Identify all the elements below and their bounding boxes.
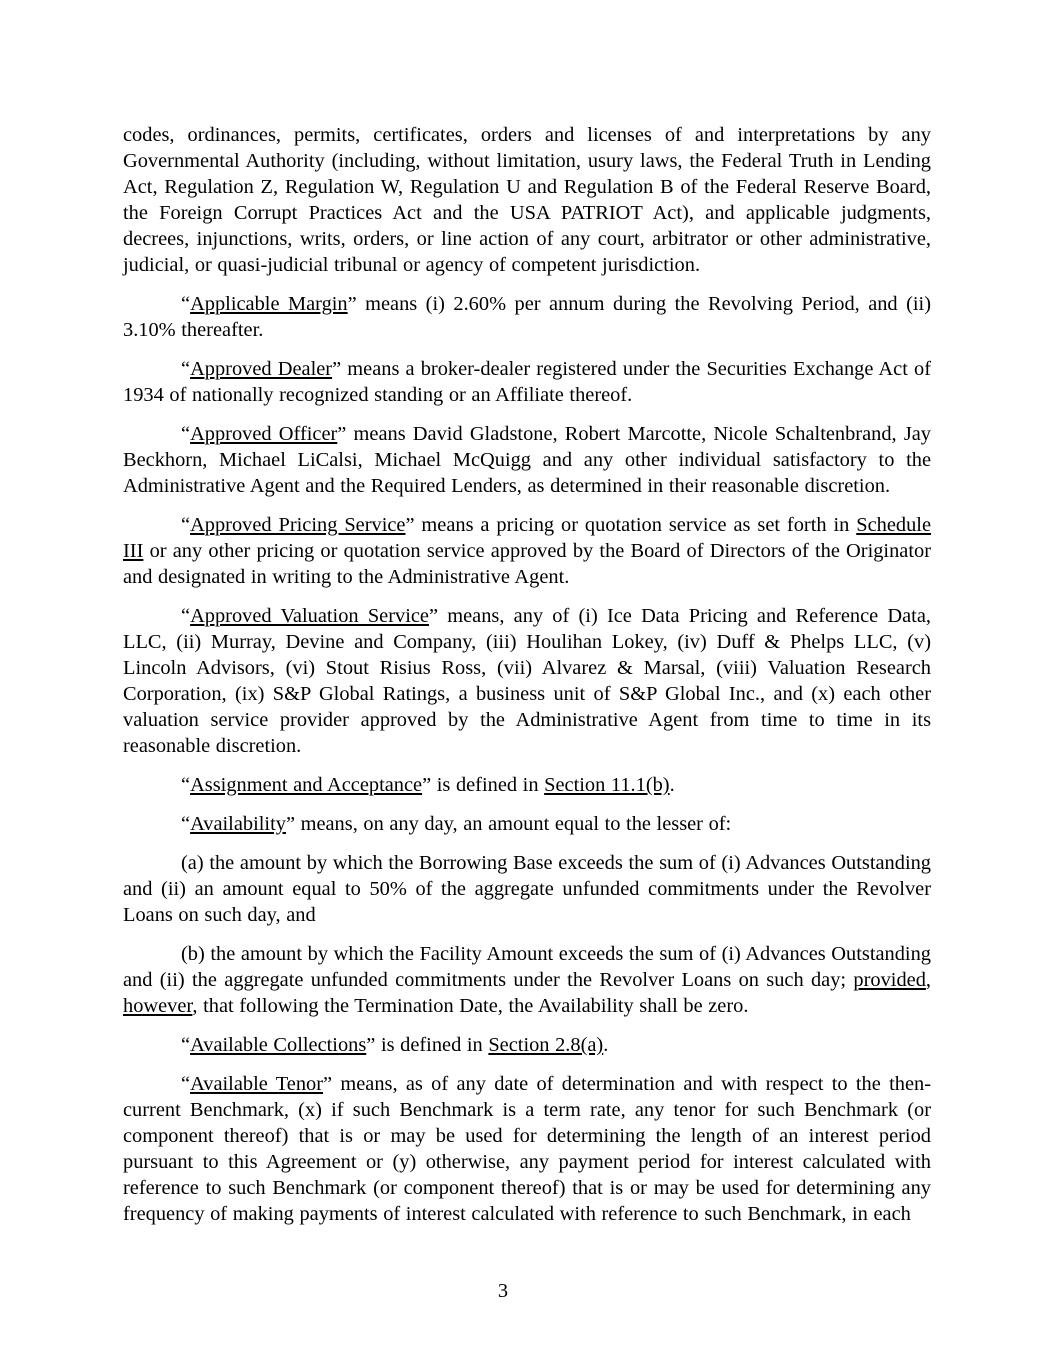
text-run: , that following the Termination Date, the Availability shall be zero. <box>192 995 749 1017</box>
text-run: ” means a pricing or quotation service as set forth in <box>405 514 857 536</box>
paragraph <box>123 356 931 408</box>
paragraph <box>123 811 931 837</box>
defined-term: Approved Dealer <box>190 358 333 380</box>
text-run: ” means, on any day, an amount equal to the lesser of: <box>285 813 732 835</box>
defined-term: provided <box>853 969 926 991</box>
paragraph <box>123 603 931 759</box>
defined-term: Approved Officer <box>190 423 338 445</box>
text-run: ” means, any of (i) Ice Data Pricing and Reference Data, LLC, (ii) Murray, Devine and Company, (iii) Houlihan Lokey, (iv) Duff & Phelps LLC, (v) Lincoln Advisors, (vi) Stout Risius Ross, (vii) Alvarez & Marsal, (viii) Valuation Research Corporation, (ix) S&P Global Ratings, a business unit of S&P Global Inc., and (x) each other valuation service provider approved by the Administrative Agent from time to time in its reasonable discretion. <box>123 605 931 757</box>
defined-term: Applicable Margin <box>190 293 348 315</box>
text-run: “ <box>181 813 191 835</box>
page-number: 3 <box>497 1280 509 1302</box>
text-run: (a) the amount by which the Borrowing Base exceeds the sum of (i) Advances Outstanding and (ii) an amount equal to 50% of the aggregate unfunded commitments under the Revolver Loans on such day, and <box>123 852 931 926</box>
defined-term: Availability <box>190 813 286 835</box>
text-run: ” means (i) 2.60% per annum during the Revolving Period, and (ii) 3.10% thereafter. <box>123 293 931 341</box>
paragraph <box>123 1071 931 1227</box>
text-run: . <box>603 1034 609 1056</box>
paragraph <box>123 291 931 343</box>
text-run: “ <box>181 774 191 796</box>
defined-term: Approved Pricing Service <box>190 514 406 536</box>
text-run: codes, ordinances, permits, certificates, orders and licenses of and interpretations by any Governmental Authority (including, without limitation, usury laws, the Federal Truth in Lending Act, Regulation Z, Regulation W, Regulation U and Regulation B of the Federal Reserve Board, the Foreign Corrupt Practices Act and the USA PATRIOT Act), and applicable judgments, decrees, injunctions, writs, orders, or line action of any court, arbitrator or other administrative, judicial, or quasi-judicial tribunal or agency of competent jurisdiction. <box>123 124 931 276</box>
paragraph <box>123 850 931 928</box>
defined-term: Available Collections <box>190 1034 367 1056</box>
paragraph <box>123 512 931 590</box>
text-run: “ <box>181 605 191 627</box>
text-run: ” means a broker-dealer registered under the Securities Exchange Act of 1934 of nationally recognized standing or an Affiliate thereof. <box>123 358 931 406</box>
defined-term: Section 2.8(a) <box>488 1034 604 1056</box>
paragraph <box>123 122 931 278</box>
text-run: ” is defined in <box>422 774 545 796</box>
paragraph <box>123 421 931 499</box>
paragraph <box>123 1032 931 1058</box>
defined-term: Section 11.1(b) <box>544 774 670 796</box>
text-run: ” means, as of any date of determination and with respect to the then-current Benchmark, (x) if such Benchmark is a term rate, any tenor for such Benchmark (or component thereof) that is or may be used for determining the length of an interest period pursuant to this Agreement or (y) otherwise, any payment period for interest calculated with reference to such Benchmark (or component thereof) that is or may be used for determining any frequency of making payments of interest calculated with reference to such Benchmark, in each <box>123 1073 931 1225</box>
text-run: (b) the amount by which the Facility Amount exceeds the sum of (i) Advances Outstanding and (ii) the aggregate unfunded commitments under the Revolver Loans on such day; <box>123 943 931 991</box>
defined-term: Schedule III <box>123 514 931 562</box>
text-run: “ <box>181 1034 191 1056</box>
paragraph <box>123 772 931 798</box>
defined-term: Assignment and Acceptance <box>190 774 423 796</box>
document-body <box>123 122 931 1240</box>
text-run: “ <box>181 293 191 315</box>
text-run: , <box>925 969 931 991</box>
text-run: “ <box>181 1073 191 1095</box>
text-run: or any other pricing or quotation service approved by the Board of Directors of the Originator and designated in writing to the Administrative Agent. <box>123 540 931 588</box>
defined-term: Approved Valuation Service <box>190 605 429 627</box>
text-run: ” means David Gladstone, Robert Marcotte, Nicole Schaltenbrand, Jay Beckhorn, Michael LiCalsi, Michael McQuigg and any other individual satisfactory to the Administrative Agent and the Required Lenders, as determined in their reasonable discretion. <box>123 423 931 497</box>
text-run: “ <box>181 514 191 536</box>
defined-term: however <box>123 995 193 1017</box>
text-run: ” is defined in <box>366 1034 489 1056</box>
defined-term: Available Tenor <box>190 1073 324 1095</box>
text-run: “ <box>181 358 191 380</box>
paragraph <box>123 941 931 1019</box>
text-run: “ <box>181 423 191 445</box>
text-run: . <box>669 774 675 796</box>
